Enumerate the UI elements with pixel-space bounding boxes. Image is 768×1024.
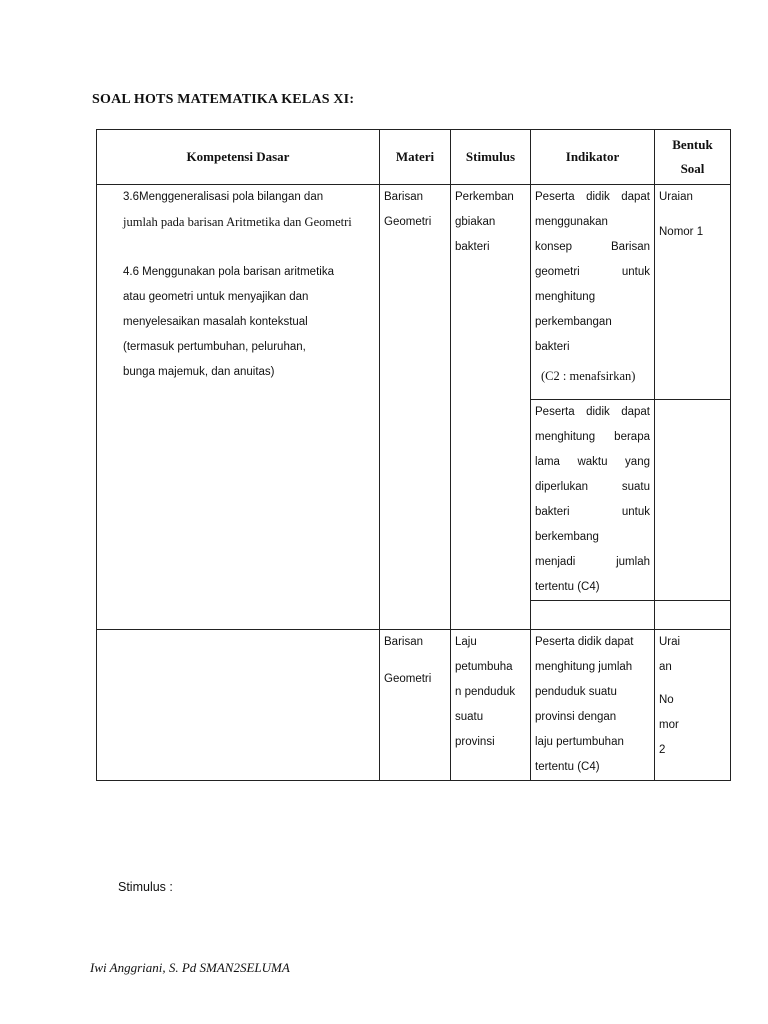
footer-author: Iwi Anggriani, S. Pd SMAN2SELUMA <box>90 960 290 975</box>
kd-line: (termasuk pertumbuhan, peluruhan, <box>123 341 306 353</box>
bentuk-line: Uraian <box>659 191 693 203</box>
indikator-line: Peserta didik dapat <box>535 636 634 648</box>
table-row <box>97 185 731 400</box>
indikator-line: menghitung <box>535 291 596 303</box>
materi-cell <box>380 630 451 781</box>
indikator-level: (C2 : menafsirkan) <box>541 369 636 383</box>
indikator-line: provinsi dengan <box>535 711 617 723</box>
kd-line: jumlah pada barisan Aritmetika dan Geometri <box>123 215 352 229</box>
stimulus-line: Laju <box>455 636 477 648</box>
kd-line: 4.6 Menggunakan pola barisan aritmetika <box>123 266 334 278</box>
header-bentuk-soal <box>655 130 731 185</box>
stimulus-cell <box>451 630 531 781</box>
bentuk-line: Urai <box>659 636 681 648</box>
stimulus-cell <box>451 185 531 630</box>
materi-line: Barisan <box>384 636 423 648</box>
kompetensi-dasar-cell <box>97 185 380 630</box>
indikator-line: geometri untuk <box>535 266 650 278</box>
header-bentuk-line1: Bentuk <box>672 137 713 152</box>
header-bentuk-line2: Soal <box>680 161 705 176</box>
bentuk-soal-cell <box>655 630 731 781</box>
indikator-line: perkembangan <box>535 316 612 328</box>
indikator-line: tertentu (C4) <box>535 761 600 773</box>
kd-line: atau geometri untuk menyajikan dan <box>123 291 309 303</box>
table-header-row <box>97 130 731 185</box>
stimulus-line: provinsi <box>455 736 495 748</box>
indikator-line: menghitung jumlah <box>535 661 633 673</box>
stimulus-line: Perkemban <box>455 191 514 203</box>
materi-line: Geometri <box>384 216 432 228</box>
bentuk-soal-cell-empty <box>655 400 731 601</box>
header-materi: Materi <box>380 130 451 185</box>
indikator-cell-empty <box>531 601 655 630</box>
bentuk-soal-cell <box>655 185 731 400</box>
indikator-line: diperlukan suatu <box>535 481 650 493</box>
page-title: SOAL HOTS MATEMATIKA KELAS XI: <box>92 92 355 107</box>
indikator-line: konsep Barisan <box>535 241 650 253</box>
indikator-line: Peserta didik dapat <box>535 406 650 418</box>
stimulus-line: n penduduk <box>455 686 516 698</box>
bentuk-soal-cell-empty <box>655 601 731 630</box>
indikator-line: berkembang <box>535 531 599 543</box>
table-row <box>97 630 731 781</box>
indikator-line: menghitung berapa <box>535 431 650 443</box>
stimulus-label: Stimulus : <box>118 880 173 894</box>
stimulus-line: petumbuha <box>455 661 513 673</box>
bentuk-line: 2 <box>659 744 666 756</box>
header-stimulus: Stimulus <box>451 130 531 185</box>
indikator-line: bakteri untuk <box>535 506 650 518</box>
indikator-cell <box>531 185 655 400</box>
indikator-line: laju pertumbuhan <box>535 736 624 748</box>
kd-line: menyelesaikan masalah kontekstual <box>123 316 308 328</box>
materi-line: Geometri <box>384 673 432 685</box>
bentuk-line: mor <box>659 719 679 731</box>
indikator-line: bakteri <box>535 341 570 353</box>
kompetensi-dasar-cell-empty <box>97 630 380 781</box>
indikator-line: menjadi jumlah <box>535 556 650 568</box>
indikator-line: penduduk suatu <box>535 686 617 698</box>
indikator-line: tertentu (C4) <box>535 581 600 593</box>
materi-line: Barisan <box>384 191 423 203</box>
kd-spacer <box>123 235 379 260</box>
indikator-line: lama waktu yang <box>535 456 650 468</box>
kisi-kisi-table <box>96 129 731 781</box>
bentuk-line: an <box>659 661 672 673</box>
indikator-cell <box>531 400 655 601</box>
header-indikator: Indikator <box>531 130 655 185</box>
stimulus-line: bakteri <box>455 241 490 253</box>
stimulus-line: gbiakan <box>455 216 496 228</box>
indikator-cell <box>531 630 655 781</box>
kd-line: 3.6Menggeneralisasi pola bilangan dan <box>123 191 324 203</box>
bentuk-line: No <box>659 694 674 706</box>
bentuk-line: Nomor 1 <box>659 226 704 238</box>
header-kompetensi: Kompetensi Dasar <box>97 130 380 185</box>
materi-cell <box>380 185 451 630</box>
indikator-line: menggunakan <box>535 216 608 228</box>
indikator-line: Peserta didik dapat <box>535 191 650 203</box>
stimulus-line: suatu <box>455 711 484 723</box>
kd-line: bunga majemuk, dan anuitas) <box>123 366 275 378</box>
